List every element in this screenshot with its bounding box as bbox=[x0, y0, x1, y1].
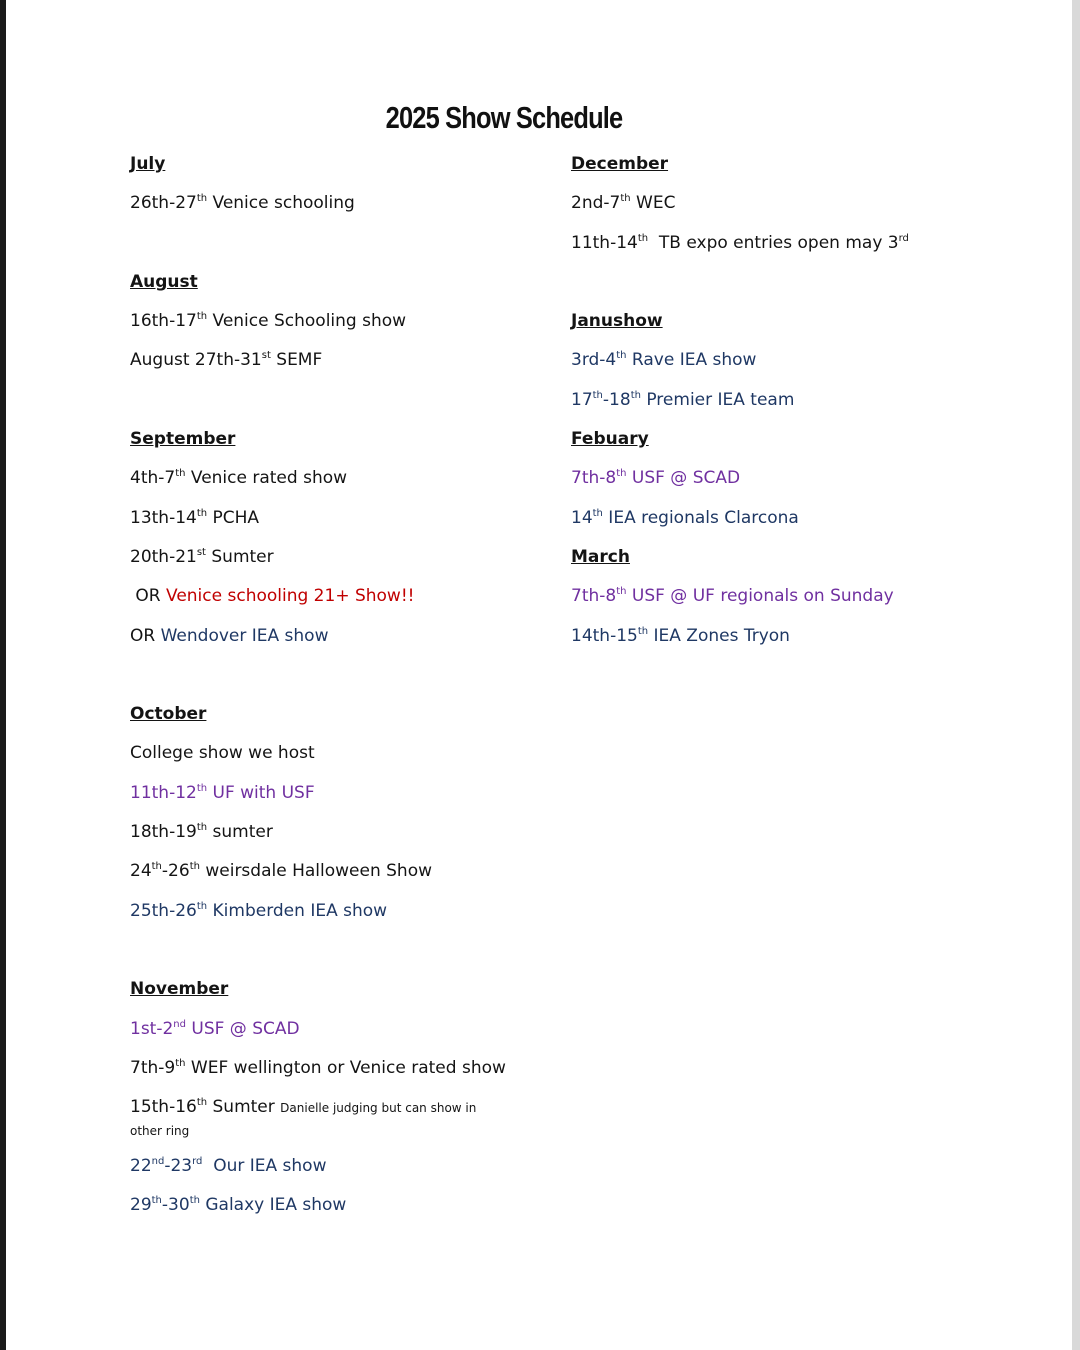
schedule-item: 16th-17th Venice Schooling show bbox=[130, 311, 407, 332]
month-heading-janushow: Janushow bbox=[571, 311, 663, 332]
schedule-item: 3rd-4th Rave IEA show bbox=[571, 350, 757, 371]
schedule-item: 13th-14th PCHA bbox=[130, 507, 260, 528]
schedule-item: College show we host bbox=[130, 743, 315, 764]
schedule-item: 4th-7th Venice rated show bbox=[130, 468, 348, 489]
schedule-item: 22nd-23rd Our IEA show bbox=[130, 1156, 327, 1177]
schedule-item: 25th-26th Kimberden IEA show bbox=[130, 900, 388, 921]
right-border bbox=[1072, 0, 1080, 1350]
schedule-item: 11th-14th TB expo entries open may 3rd bbox=[571, 232, 909, 253]
schedule-item: 14th IEA regionals Clarcona bbox=[571, 507, 799, 528]
schedule-item: 7th-8th USF @ SCAD bbox=[571, 468, 741, 489]
schedule-item: 14th-15th IEA Zones Tryon bbox=[571, 625, 790, 646]
schedule-item: 2nd-7th WEC bbox=[571, 193, 676, 214]
judging-note: Danielle judging but can show in other ring bbox=[130, 1101, 477, 1139]
schedule-item: 24th-26th weirsdale Halloween Show bbox=[130, 861, 433, 882]
schedule-item: 18th-19th sumter bbox=[130, 822, 273, 843]
schedule-item: 29th-30th Galaxy IEA show bbox=[130, 1195, 347, 1216]
month-heading-august: August bbox=[130, 271, 198, 292]
month-heading-febuary: Febuary bbox=[571, 429, 649, 450]
schedule-item: 7th-9th WEF wellington or Venice rated show bbox=[130, 1057, 506, 1078]
schedule-item: 26th-27th Venice schooling bbox=[130, 193, 355, 214]
schedule-item: August 27th-31st SEMF bbox=[130, 350, 323, 371]
left-column bbox=[130, 153, 550, 1234]
month-heading-september: September bbox=[130, 429, 236, 450]
right-column bbox=[571, 153, 1051, 664]
schedule-item: 20th-21st Sumter bbox=[130, 546, 274, 567]
schedule-item: 7th-8th USF @ UF regionals on Sunday bbox=[571, 586, 894, 607]
month-heading-october: October bbox=[130, 704, 207, 725]
schedule-item: 1st-2nd USF @ SCAD bbox=[130, 1018, 300, 1039]
month-heading-december: December bbox=[571, 154, 669, 174]
schedule-item: 17th-18th Premier IEA team bbox=[571, 389, 795, 410]
page-title: 2025 Show Schedule bbox=[385, 100, 623, 135]
document-page bbox=[6, 0, 1072, 1350]
month-heading-march: March bbox=[571, 546, 630, 567]
month-heading-july: July bbox=[130, 154, 166, 174]
schedule-item: OR Wendover IEA show bbox=[130, 625, 329, 646]
schedule-item: 15th-16th Sumter Danielle judging but can show in other ring bbox=[130, 1097, 477, 1139]
month-heading-november: November bbox=[130, 979, 229, 1000]
schedule-item: OR Venice schooling 21+ Show!! bbox=[130, 586, 415, 607]
schedule-item: 11th-12th UF with USF bbox=[130, 782, 315, 803]
